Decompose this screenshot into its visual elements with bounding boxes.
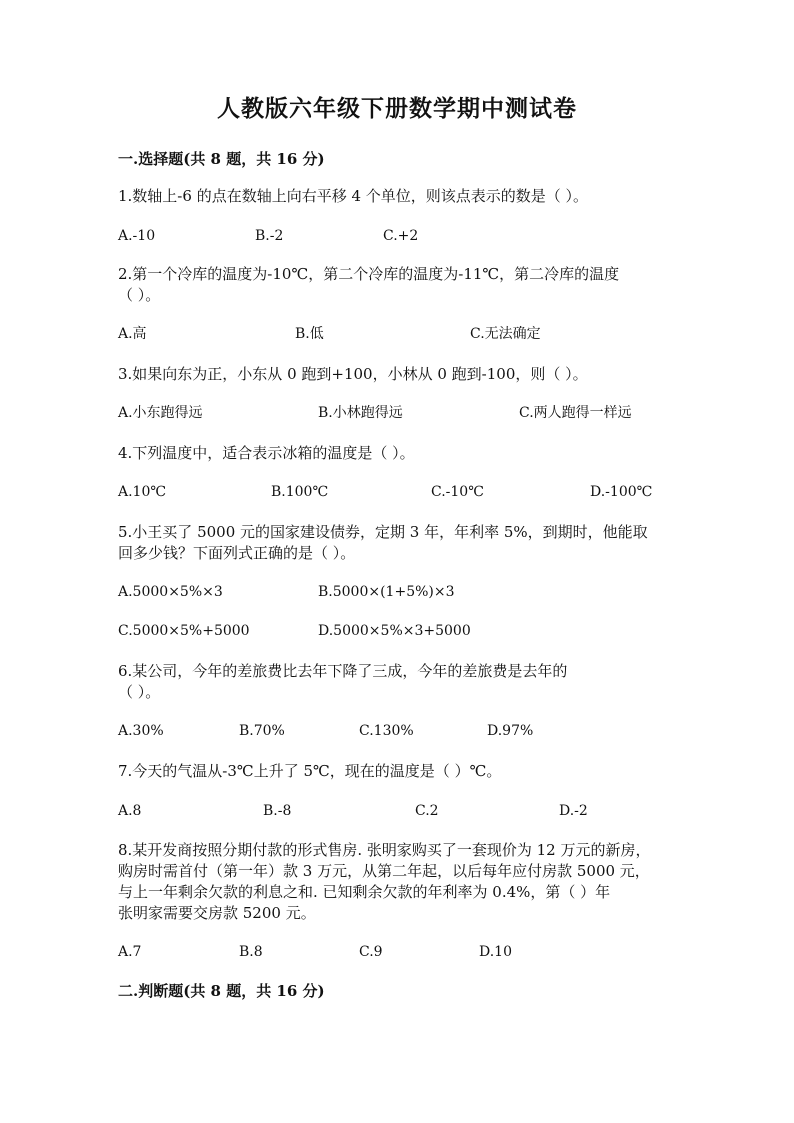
question-7-option-a: A.8: [118, 803, 142, 819]
question-6-option-b: B.70%: [239, 723, 285, 739]
question-3-option-a: A.小东跑得远: [118, 405, 203, 421]
question-8-text: 8.某开发商按照分期付款的形式售房. 张明家购买了一套现价为 12 万元的新房，: [118, 841, 651, 859]
question-8-option-d: D.10: [479, 944, 512, 960]
question-7-option-d: D.-2: [559, 803, 588, 819]
question-6-option-c: C.130%: [359, 723, 414, 739]
question-4-text: 4.下列温度中，适合表示冰箱的温度是（ ）。: [118, 444, 415, 462]
section-heading-true-false: 二.判断题(共 8 题，共 16 分): [118, 982, 325, 1000]
question-1-option-a: A.-10: [118, 228, 156, 244]
question-3-text: 3.如果向东为正，小东从 0 跑到+100，小林从 0 跑到-100，则（ ）。: [118, 365, 588, 383]
question-5-option-b: B.5000×(1+5%)×3: [318, 584, 455, 600]
question-6-text-line2: （ ）。: [118, 683, 161, 701]
question-2-option-a: A.高: [118, 326, 147, 342]
question-4-option-c: C.-10℃: [431, 484, 484, 500]
question-6-option-d: D.97%: [487, 723, 534, 739]
question-6-option-a: A.30%: [118, 723, 164, 739]
question-4-option-b: B.100℃: [271, 484, 329, 500]
question-2-option-b: B.低: [295, 326, 324, 342]
question-2-text: 2.第一个冷库的温度为-10℃，第二个冷库的温度为-11℃，第二冷库的温度: [118, 265, 620, 283]
question-7-text: 7.今天的气温从-3℃上升了 5℃，现在的温度是（ ）℃。: [118, 762, 502, 780]
question-8-option-a: A.7: [118, 944, 142, 960]
question-8-text-line2: 购房时需首付（第一年）款 3 万元，从第二年起，以后每年应付房款 5000 元，: [118, 862, 650, 880]
question-5-text-line2: 回多少钱？下面列式正确的是（ ）。: [118, 544, 356, 562]
question-1-option-c: C.+2: [383, 228, 419, 244]
question-4-option-d: D.-100℃: [590, 484, 653, 500]
section-heading-choice: 一.选择题(共 8 题，共 16 分): [118, 150, 325, 168]
question-3-option-b: B.小林跑得远: [318, 405, 403, 421]
question-1-text: 1.数轴上-6 的点在数轴上向右平移 4 个单位，则该点表示的数是（ ）。: [118, 187, 589, 205]
question-6-text: 6.某公司，今年的差旅费比去年下降了三成，今年的差旅费是去年的: [118, 662, 568, 680]
question-2-text-line2: （ ）。: [118, 286, 161, 304]
question-7-option-c: C.2: [415, 803, 439, 819]
question-1-option-b: B.-2: [255, 228, 284, 244]
question-8-option-c: C.9: [359, 944, 383, 960]
question-8-option-b: B.8: [239, 944, 263, 960]
question-3-option-c: C.两人跑得一样远: [519, 405, 632, 421]
question-8-text-line4: 张明家需要交房款 5200 元。: [118, 904, 316, 922]
question-5-option-a: A.5000×5%×3: [118, 584, 223, 600]
question-8-text-line3: 与上一年剩余欠款的利息之和. 已知剩余欠款的年利率为 0.4%，第（ ）年: [118, 883, 611, 901]
question-5-option-c: C.5000×5%+5000: [118, 623, 250, 639]
question-5-text: 5.小王买了 5000 元的国家建设债券，定期 3 年，年利率 5%，到期时，他能取: [118, 523, 648, 541]
page-title: 人教版六年级下册数学期中测试卷: [217, 95, 577, 122]
question-5-option-d: D.5000×5%×3+5000: [318, 623, 471, 639]
question-2-option-c: C.无法确定: [470, 326, 541, 342]
question-7-option-b: B.-8: [263, 803, 292, 819]
question-4-option-a: A.10℃: [118, 484, 167, 500]
